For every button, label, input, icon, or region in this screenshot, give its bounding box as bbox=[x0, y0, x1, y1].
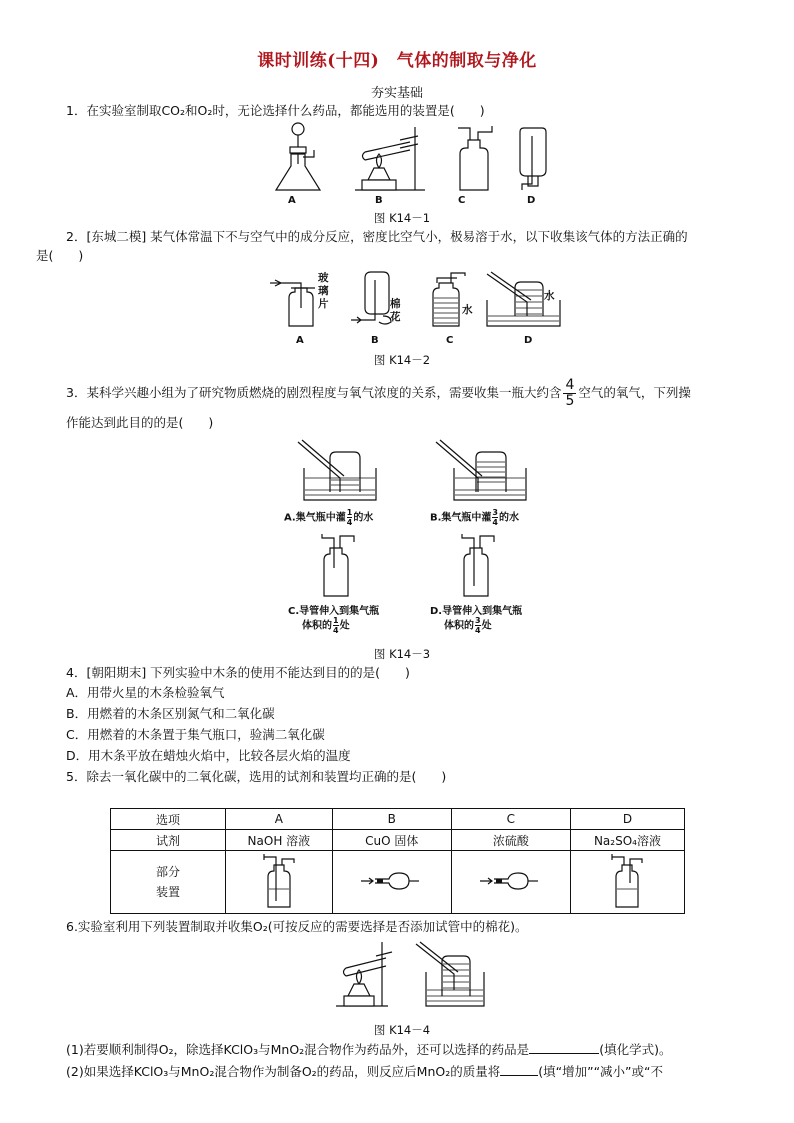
water-label-c: 水 bbox=[462, 304, 473, 316]
figure-caption-k14-4: 图 K14－4 bbox=[373, 1023, 431, 1037]
option-3b-den: 4 bbox=[492, 518, 498, 527]
option-3a-fraction bbox=[347, 508, 353, 527]
question-4-option-d: D．用木条平放在蜡烛火焰中，比较各层火焰的温度 bbox=[66, 748, 351, 763]
option-3d-fraction bbox=[475, 616, 481, 635]
figure-k14-4 bbox=[336, 940, 486, 1012]
option-3c-line2 bbox=[302, 616, 350, 635]
question-6-sub2 bbox=[66, 1063, 663, 1081]
table-cell: D bbox=[570, 809, 684, 830]
question-2-line2: 是( ) bbox=[36, 248, 84, 263]
figure-k14-2 bbox=[265, 268, 565, 333]
collect-a bbox=[270, 280, 315, 326]
table-cell-apparatus-b bbox=[332, 851, 451, 914]
page-title: 课时训练(十四) 气体的制取与净化 bbox=[257, 51, 537, 71]
fig1-label-c: C bbox=[458, 195, 466, 206]
option-3d-den: 4 bbox=[475, 626, 481, 635]
option-3a-label bbox=[284, 508, 373, 527]
option-3c-post: 处 bbox=[339, 620, 350, 632]
table-row bbox=[111, 809, 685, 830]
apparatus-header-line1: 部分 bbox=[155, 865, 180, 879]
fig2-label-b: B bbox=[371, 335, 379, 346]
section-heading: 夯实基础 bbox=[370, 86, 423, 101]
option-3c-num: 1 bbox=[333, 616, 339, 625]
table-header-reagent: 试剂 bbox=[111, 830, 226, 851]
option-3b-num: 3 bbox=[492, 508, 498, 517]
table-cell: Na₂SO₄溶液 bbox=[570, 830, 684, 851]
question-6-sub2-pre: (2)如果选择KClO₃与MnO₂混合物作为制备O₂的药品，则反应后MnO₂的质量将 bbox=[66, 1064, 501, 1079]
option-3d-num: 3 bbox=[475, 616, 481, 625]
question-6-sub1-pre: (1)若要顺利制得O₂，除选择KClO₃与MnO₂混合物作为药品外，还可以选择的药品是 bbox=[66, 1042, 530, 1057]
table-cell-apparatus-c bbox=[451, 851, 570, 914]
fraction-numerator: 4 bbox=[565, 377, 575, 393]
option-3d-post: 处 bbox=[481, 620, 492, 632]
table-cell: NaOH 溶液 bbox=[226, 830, 333, 851]
option-c-apparatus bbox=[322, 534, 354, 596]
cotton-label: 棉花 bbox=[390, 298, 401, 323]
option-3b-label bbox=[430, 508, 519, 527]
fig2-label-d: D bbox=[524, 335, 533, 346]
question-1-text: 1．在实验室制取CO₂和O₂时，无论选择什么药品，都能选用的装置是( ) bbox=[66, 103, 485, 118]
option-3a-pre: A.集气瓶中灌 bbox=[284, 512, 346, 524]
option-3a-post: 的水 bbox=[353, 512, 374, 524]
table-header-option: 选项 bbox=[111, 809, 226, 830]
water-label-d: 水 bbox=[544, 290, 555, 302]
question-4-option-c: C．用燃着的木条置于集气瓶口，验满二氧化碳 bbox=[66, 727, 325, 742]
table-cell: CuO 固体 bbox=[332, 830, 451, 851]
option-d-apparatus bbox=[462, 534, 494, 596]
question-6-sub2-post: (填“增加”“减小”或“不 bbox=[538, 1064, 664, 1079]
figure-caption-k14-2: 图 K14－2 bbox=[373, 353, 431, 367]
option-3a-den: 4 bbox=[346, 518, 353, 527]
fig2-label-a: A bbox=[296, 335, 304, 346]
table-cell: C bbox=[451, 809, 570, 830]
question-4-option-a: A．用带火星的木条检验氧气 bbox=[66, 685, 225, 700]
combustion-tube-icon bbox=[357, 866, 427, 896]
table-cell: B bbox=[332, 809, 451, 830]
option-3d-line2 bbox=[444, 616, 492, 635]
collect-b bbox=[351, 272, 391, 324]
question-6-sub1 bbox=[66, 1041, 671, 1059]
figure-caption-k14-3: 图 K14－3 bbox=[373, 647, 431, 661]
fraction-denominator: 5 bbox=[565, 393, 575, 409]
option-3b-post: 的水 bbox=[499, 512, 519, 524]
fig1-label-d: D bbox=[527, 195, 536, 206]
water-collection bbox=[416, 942, 484, 1006]
wash-bottle-icon bbox=[254, 853, 304, 909]
question-5-table bbox=[110, 808, 685, 914]
glass-plate-label: 玻璃片 bbox=[318, 272, 329, 310]
table-row bbox=[111, 851, 685, 914]
fig1-label-b: B bbox=[375, 195, 383, 206]
apparatus-header-line2: 装置 bbox=[155, 885, 180, 899]
option-b-apparatus bbox=[436, 440, 526, 500]
option-3c-den: 4 bbox=[333, 626, 339, 635]
question-6-sub1-post: (填化学式)。 bbox=[599, 1042, 672, 1057]
question-4-option-b: B．用燃着的木条区别氮气和二氧化碳 bbox=[66, 706, 275, 721]
option-a-apparatus bbox=[298, 440, 376, 500]
heating-apparatus bbox=[355, 127, 425, 190]
option-3d-pre: 体积的 bbox=[444, 620, 474, 632]
option-3c-pre: 体积的 bbox=[302, 620, 332, 632]
answer-blank-2[interactable] bbox=[500, 1063, 538, 1076]
collect-c bbox=[433, 273, 465, 326]
table-cell: 浓硫酸 bbox=[451, 830, 570, 851]
flask-with-funnel bbox=[276, 123, 320, 190]
option-3a-num: 1 bbox=[346, 508, 353, 517]
table-row bbox=[111, 830, 685, 851]
option-3d-line1: D.导管伸入到集气瓶 bbox=[430, 606, 523, 617]
figure-caption-k14-1: 图 K14－1 bbox=[373, 211, 431, 225]
fig1-label-a: A bbox=[288, 195, 296, 206]
option-3c-fraction bbox=[333, 616, 339, 635]
figure-k14-1 bbox=[270, 122, 560, 207]
fraction-four-fifths bbox=[563, 378, 576, 409]
question-3-line1 bbox=[66, 378, 691, 409]
fig2-label-c: C bbox=[446, 335, 454, 346]
gas-bottle-d bbox=[520, 128, 546, 190]
table-cell-apparatus-a bbox=[226, 851, 333, 914]
question-2-line1: 2．[东城二模] 某气体常温下不与空气中的成分反应，密度比空气小，极易溶于水，以下收集该气体的方法正确的 bbox=[66, 229, 688, 244]
option-3b-pre: B.集气瓶中灌 bbox=[430, 512, 492, 524]
wash-bottle-icon bbox=[602, 853, 652, 909]
question-3-text-pre: 3．某科学兴趣小组为了研究物质燃烧的剧烈程度与氧气浓度的关系，需要收集一瓶大约含 bbox=[66, 385, 562, 400]
table-header-apparatus bbox=[111, 851, 226, 914]
question-4-text: 4．[朝阳期末] 下列实验中木条的使用不能达到目的的是( ) bbox=[66, 665, 410, 680]
answer-blank-1[interactable] bbox=[529, 1041, 599, 1054]
combustion-tube-icon bbox=[476, 866, 546, 896]
option-3c-line1: C.导管伸入到集气瓶 bbox=[288, 606, 380, 617]
question-5-text: 5．除去一氧化碳中的二氧化碳，选用的试剂和装置均正确的是( ) bbox=[66, 769, 447, 784]
table-cell-apparatus-d bbox=[570, 851, 684, 914]
table-cell: A bbox=[226, 809, 333, 830]
gas-bottle-c bbox=[458, 126, 492, 190]
question-3-line2: 作能达到此目的的是( ) bbox=[66, 415, 214, 430]
heating-apparatus bbox=[336, 942, 392, 1006]
option-3b-fraction bbox=[492, 508, 498, 527]
question-3-text-post: 空气的氧气，下列操 bbox=[578, 385, 691, 400]
question-6-text: 6.实验室利用下列装置制取并收集O₂(可按反应的需要选择是否添加试管中的棉花)。 bbox=[66, 919, 528, 934]
